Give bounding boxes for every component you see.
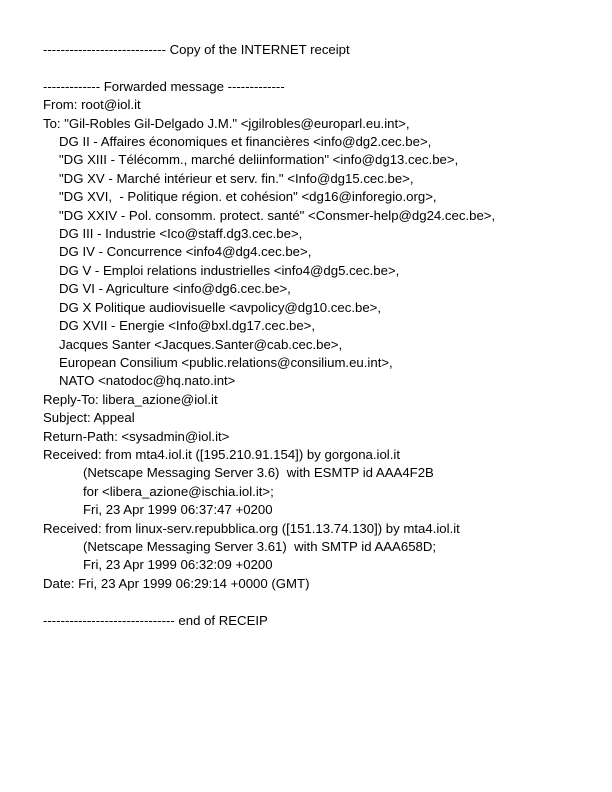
to-recipient: DG II - Affaires économiques et financières <info@dg2.cec.be>, bbox=[59, 134, 432, 150]
received-line: Received: from mta4.iol.it ([195.210.91.154]) by gorgona.iol.it bbox=[43, 446, 400, 462]
to-recipient: NATO <natodoc@hq.nato.int> bbox=[59, 373, 236, 389]
received-line: Received: from linux-serv.repubblica.org ([151.13.74.130]) by mta4.iol.it bbox=[43, 520, 460, 536]
to-recipient: DG X Politique audiovisuelle <avpolicy@dg10.cec.be>, bbox=[59, 299, 382, 315]
to-recipient: DG VI - Agriculture <info@dg6.cec.be>, bbox=[59, 281, 291, 297]
subject-header: Subject: Appeal bbox=[43, 410, 135, 426]
to-recipient: DG III - Industrie <Ico@staff.dg3.cec.be>, bbox=[59, 226, 303, 242]
to-recipient: DG IV - Concurrence <info4@dg4.cec.be>, bbox=[59, 244, 312, 260]
blank-line bbox=[43, 59, 603, 77]
received-continuation: for <libera_azione@ischia.iol.it>; bbox=[83, 483, 274, 499]
to-recipients-list bbox=[43, 133, 603, 391]
date-header: Date: Fri, 23 Apr 1999 06:29:14 +0000 (GMT) bbox=[43, 575, 310, 591]
received-header-2 bbox=[43, 520, 603, 575]
to-recipient: "DG XXIV - Pol. consomm. protect. santé" <Consmer-help@dg24.cec.be>, bbox=[59, 207, 496, 223]
received-continuation: Fri, 23 Apr 1999 06:37:47 +0200 bbox=[83, 502, 273, 518]
to-recipient: European Consilium <public.relations@consilium.eu.int>, bbox=[59, 354, 393, 370]
from-header: From: root@iol.it bbox=[43, 97, 141, 113]
blank-line bbox=[43, 593, 603, 611]
to-recipient: "DG XVI, - Politique région. et cohésion" <dg16@inforegio.org>, bbox=[59, 189, 437, 205]
to-recipient: Jacques Santer <Jacques.Santer@cab.cec.be>, bbox=[59, 336, 343, 352]
received-continuation: Fri, 23 Apr 1999 06:32:09 +0200 bbox=[83, 557, 273, 573]
received-continuation: (Netscape Messaging Server 3.61) with SMTP id AAA658D; bbox=[83, 538, 437, 554]
forwarded-message-line: ------------- Forwarded message ------------- bbox=[43, 78, 285, 94]
received-continuation: (Netscape Messaging Server 3.6) with ESMTP id AAA4F2B bbox=[83, 465, 434, 481]
to-header: To: "Gil-Robles Gil-Delgado J.M." <jgilrobles@europarl.eu.int>, bbox=[43, 115, 410, 131]
to-recipient: "DG XIII - Télécomm., marché deliinformation" <info@dg13.cec.be>, bbox=[59, 152, 459, 168]
to-recipient: "DG XV - Marché intérieur et serv. fin." <Info@dg15.cec.be>, bbox=[59, 170, 414, 186]
receipt-footer-line: ------------------------------ end of RECEIP bbox=[43, 612, 268, 628]
email-receipt bbox=[43, 41, 603, 630]
received-header-1 bbox=[43, 446, 603, 520]
to-recipient: DG V - Emploi relations industrielles <info4@dg5.cec.be>, bbox=[59, 262, 400, 278]
to-recipient: DG XVII - Energie <Info@bxl.dg17.cec.be>, bbox=[59, 318, 316, 334]
reply-to-header: Reply-To: libera_azione@iol.it bbox=[43, 391, 218, 407]
return-path-header: Return-Path: <sysadmin@iol.it> bbox=[43, 428, 230, 444]
receipt-header-line: ---------------------------- Copy of the INTERNET receipt bbox=[43, 42, 350, 57]
